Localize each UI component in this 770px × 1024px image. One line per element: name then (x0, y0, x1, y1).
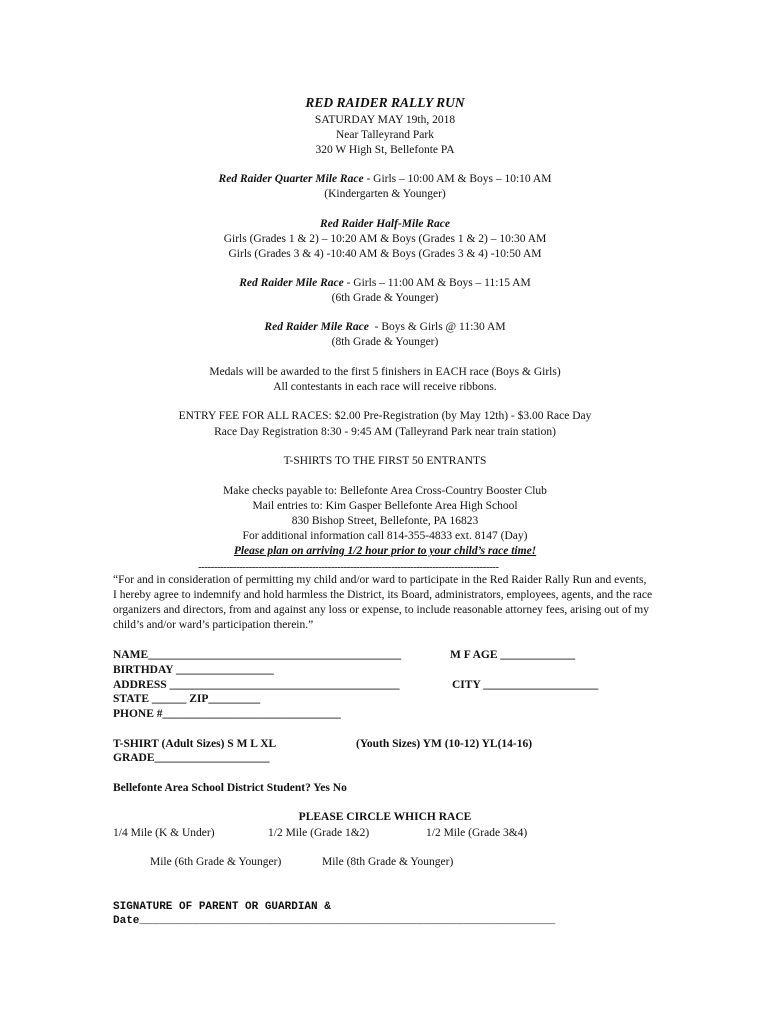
mile-race-6th-group: (6th Grade & Younger) (331, 292, 439, 304)
arrival-notice: Please plan on arriving 1/2 hour prior to your child’s race time! (233, 545, 537, 557)
date-field[interactable]: Date_______________________________________________________________ (113, 915, 556, 927)
state-zip-field[interactable]: STATE ______ ZIP_________ (113, 693, 261, 705)
city-field[interactable]: CITY ____________________ (452, 679, 599, 691)
mile-race-8th-name: Red Raider Mile Race (264, 321, 369, 333)
race-option-mile-8th[interactable]: Mile (8th Grade & Younger) (322, 856, 454, 868)
student-question[interactable]: Bellefonte Area School District Student? Yes No (113, 782, 347, 794)
mile-race-6th-name: Red Raider Mile Race (239, 277, 344, 289)
event-date: SATURDAY MAY 19th, 2018 (314, 114, 456, 126)
event-title: RED RAIDER RALLY RUN (305, 95, 465, 110)
half-mile-race-line1: Girls (Grades 1 & 2) – 10:20 AM & Boys (Grades 1 & 2) – 10:30 AM (223, 233, 547, 245)
birthday-field[interactable]: BIRTHDAY _________________ (113, 664, 274, 676)
divider-line: ----------------------------------------------------------------------------------------------- (198, 561, 499, 573)
signature-label: SIGNATURE OF PARENT OR GUARDIAN & (113, 901, 331, 913)
circle-race-heading: PLEASE CIRCLE WHICH RACE (298, 811, 472, 823)
event-address: 320 W High St, Bellefonte PA (315, 144, 455, 156)
quarter-mile-race (0, 172, 770, 187)
race-option-quarter[interactable]: 1/4 Mile (K & Under) (113, 827, 215, 839)
registration-text: Race Day Registration 8:30 - 9:45 AM (Talleyrand Park near train station) (214, 426, 556, 438)
mail-address-text: 830 Bishop Street, Bellefonte, PA 16823 (291, 515, 479, 527)
grade-field[interactable]: GRADE____________________ (113, 752, 270, 764)
half-mile-race-line2: Girls (Grades 3 & 4) -10:40 AM & Boys (Grades 3 & 4) -10:50 AM (228, 248, 542, 260)
mile-race-6th-times: - Girls – 11:00 AM & Boys – 11:15 AM (343, 277, 531, 289)
race-option-half-1-2[interactable]: 1/2 Mile (Grade 1&2) (268, 827, 370, 839)
checks-text: Make checks payable to: Bellefonte Area Cross-Country Booster Club (223, 485, 547, 497)
sex-age-field[interactable]: M F AGE _____________ (450, 649, 576, 661)
half-mile-race-name: Red Raider Half-Mile Race (320, 218, 450, 230)
name-field[interactable]: NAME____________________________________________ (113, 649, 402, 661)
entry-fee-text: ENTRY FEE FOR ALL RACES: $2.00 Pre-Registration (by May 12th) - $3.00 Race Day (178, 410, 592, 422)
race-option-mile-6th[interactable]: Mile (6th Grade & Younger) (150, 856, 282, 868)
phone-field[interactable]: PHONE #_______________________________ (113, 708, 341, 720)
phone-info-text: For additional information call 814-355-4833 ext. 8147 (Day) (242, 530, 528, 542)
address-field[interactable]: ADDRESS ________________________________________ (113, 679, 400, 691)
mile-race-8th-group: (8th Grade & Younger) (331, 336, 439, 348)
quarter-mile-race-name: Red Raider Quarter Mile Race (218, 173, 364, 185)
tshirt-youth-sizes[interactable]: (Youth Sizes) YM (10-12) YL(14-16) (356, 738, 533, 750)
ribbons-text: All contestants in each race will receive ribbons. (273, 381, 497, 393)
event-location: Near Talleyrand Park (336, 129, 434, 141)
tshirts-text: T-SHIRTS TO THE FIRST 50 ENTRANTS (283, 455, 487, 467)
quarter-mile-race-group: (Kindergarten & Younger) (324, 188, 446, 200)
mile-race-8th-times: - Boys & Girls @ 11:30 AM (368, 321, 506, 333)
mile-race-8th (0, 320, 770, 335)
medals-text: Medals will be awarded to the first 5 finishers in EACH race (Boys & Girls) (209, 366, 561, 378)
tshirt-adult-sizes[interactable]: T-SHIRT (Adult Sizes) S M L XL (113, 738, 277, 750)
mail-text: Mail entries to: Kim Gasper Bellefonte Area High School (252, 500, 518, 512)
waiver-text: “For and in consideration of permitting my child and/or ward to participate in the Red Raider Rally Run and events, I hereby agree to indemnify and hold harmless the District, its Board, administrators, employees, agents, and the race organizers and directors, from and against any loss or expense, to include reasonable attorney fees, arising out of my child’s and/or ward’s participation therein.” (113, 574, 653, 631)
quarter-mile-race-times: - Girls – 10:00 AM & Boys – 10:10 AM (363, 173, 552, 185)
mile-race-6th (0, 276, 770, 291)
race-option-half-3-4[interactable]: 1/2 Mile (Grade 3&4) (426, 827, 528, 839)
